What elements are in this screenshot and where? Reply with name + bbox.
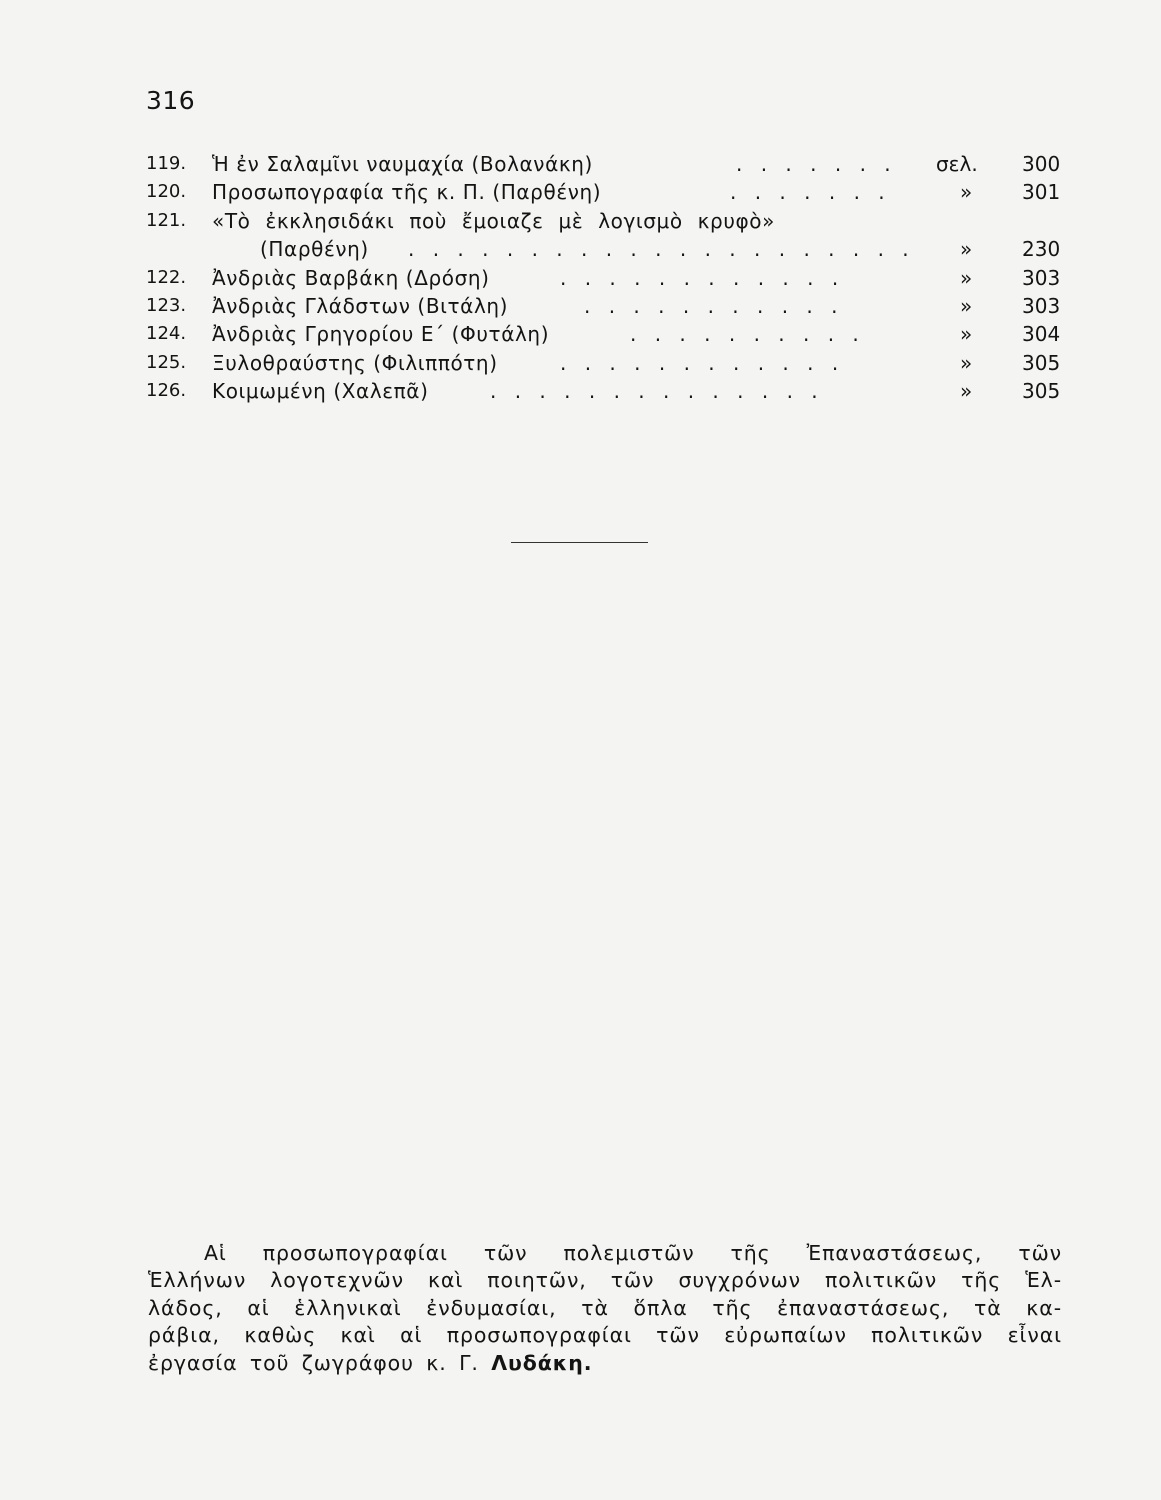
toc-dot-leader: . . . . . . . . . . . . . . (490, 379, 824, 404)
toc-entry-125 (146, 349, 1066, 377)
toc-entry-number: 120. (146, 181, 187, 203)
toc-page-marker: » (960, 180, 973, 205)
section-divider (511, 542, 648, 543)
toc-page-marker: » (960, 350, 973, 375)
toc-entry-page: 230 (1022, 237, 1061, 262)
footnote-line-last (148, 1350, 1062, 1377)
toc-entry-title: Ἡ ἐν Σαλαμῖνι ναυμαχία (Βολανάκη) (212, 152, 593, 176)
footnote-line: λάδος, αἱ ἑλληνικαὶ ἐνδυμασίαι, τὰ ὅπλα τῆς ἐπαναστάσεως, τὰ κα- (148, 1295, 1062, 1320)
toc-entry-page: 304 (1022, 322, 1061, 347)
toc-entry-number: 123. (146, 294, 187, 316)
toc-entry-120 (146, 178, 1066, 206)
toc-entry-number: 122. (146, 266, 187, 288)
toc-entry-number: 119. (146, 153, 187, 174)
footnote-credit-text: ἐργασία τοῦ ζωγράφου κ. Γ. (148, 1350, 479, 1375)
toc-entry-121 (146, 207, 1066, 235)
toc-entry-page: 303 (1022, 265, 1061, 290)
toc-page-marker: σελ. (936, 152, 978, 176)
toc-entry-title: Ξυλοθραύστης (Φιλιππότη) (212, 350, 498, 375)
toc-dot-leader: . . . . . . . . . . . (584, 293, 844, 318)
toc-dot-leader: . . . . . . . . . . (630, 322, 865, 347)
toc-entry-page: 303 (1022, 293, 1061, 318)
page-number: 316 (146, 86, 196, 115)
toc-entry-122 (146, 264, 1066, 292)
toc-page-marker: » (960, 237, 973, 262)
toc-dot-leader: . . . . . . . . . . . . (560, 265, 845, 290)
illustration-credit-note (148, 1240, 1062, 1377)
footnote-body (148, 1267, 1062, 1377)
table-of-contents (146, 150, 1066, 406)
toc-entry-page: 305 (1022, 379, 1061, 404)
toc-entry-title: Ἀνδριὰς Γλάδστων (Βιτάλη) (212, 293, 509, 318)
toc-entry-119 (146, 150, 1066, 178)
toc-dot-leader: . . . . . . . . . . . . (560, 350, 845, 375)
toc-page-marker: » (960, 265, 973, 290)
toc-entry-123 (146, 292, 1066, 320)
toc-entry-number: 121. (146, 209, 187, 231)
toc-entry-title: «Τὸ ἐκκλησιδάκι ποὺ ἔμοιαζε μὲ λογισμὸ κρυφὸ» (212, 208, 775, 233)
footnote-line: Ἑλλήνων λογοτεχνῶν καὶ ποιητῶν, τῶν συγχρόνων πολιτικῶν τῆς Ἑλ- (148, 1268, 1062, 1293)
toc-entry-121-continued (146, 235, 1066, 263)
toc-entry-126 (146, 377, 1066, 405)
toc-dot-leader: . . . . . . . (730, 180, 891, 205)
footnote-line: Αἱ προσωπογραφίαι τῶν πολεμιστῶν τῆς Ἐπαναστάσεως, τῶν (204, 1241, 1062, 1265)
toc-entry-number: 126. (146, 380, 187, 402)
toc-entry-title: Προσωπογραφία τῆς κ. Π. (Παρθένη) (212, 180, 602, 205)
toc-page-marker: » (960, 379, 973, 404)
painter-name: Λυδάκη. (491, 1350, 593, 1375)
toc-entry-title: (Παρθένη) (260, 237, 369, 262)
toc-entry-title: Ἀνδριὰς Γρηγορίου Ε´ (Φυτάλη) (212, 322, 550, 347)
toc-dot-leader: . . . . . . . . . . . . . . . . . . . . . (408, 237, 915, 262)
toc-entry-page: 301 (1022, 180, 1061, 205)
footnote-line: ράβια, καθὼς καὶ αἱ προσωπογραφίαι τῶν εὐρωπαίων πολιτικῶν εἶναι (148, 1323, 1062, 1348)
toc-entry-title: Κοιμωμένη (Χαλεπᾶ) (212, 379, 429, 404)
toc-entry-title: Ἀνδριὰς Βαρβάκη (Δρόση) (212, 265, 490, 290)
toc-entry-124 (146, 320, 1066, 348)
toc-entry-page: 300 (1022, 152, 1061, 176)
toc-page-marker: » (960, 322, 973, 347)
toc-entry-number: 124. (146, 323, 187, 345)
toc-entry-number: 125. (146, 351, 187, 373)
toc-entry-page: 305 (1022, 350, 1061, 375)
toc-page-marker: » (960, 293, 973, 318)
toc-dot-leader: . . . . . . . (736, 152, 897, 176)
